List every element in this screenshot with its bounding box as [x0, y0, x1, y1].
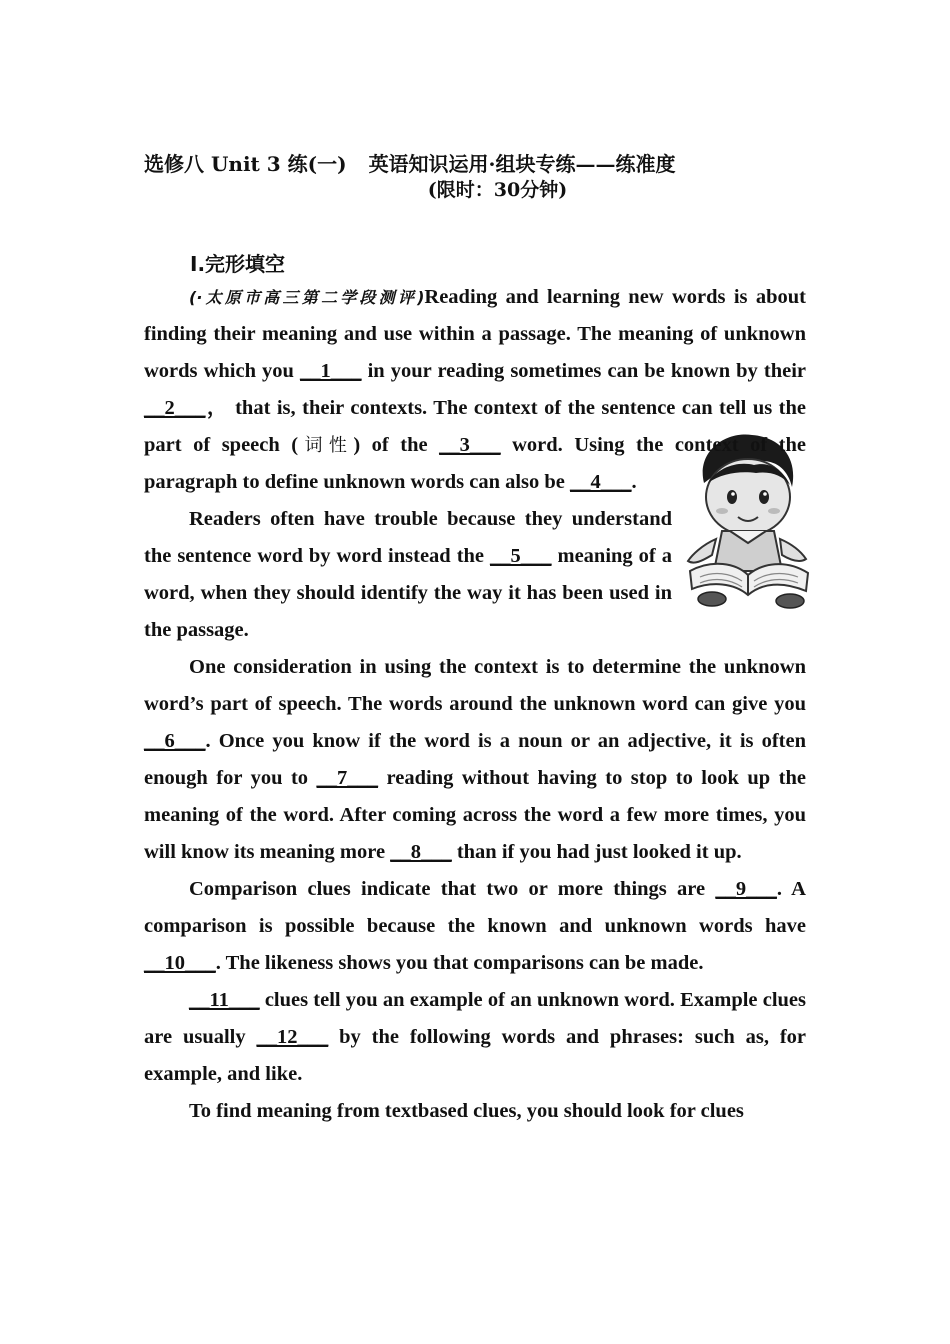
- paragraph-2: Readers often have trouble because they understand the sentence word by word instead the __5___ meaning of a word, when they should identify the way it has been used in the passage.: [144, 508, 672, 641]
- blank-1[interactable]: __1___: [300, 360, 362, 382]
- blank-3[interactable]: __3___: [439, 434, 501, 456]
- paragraph-3: One consideration in using the context is to determine the unknown word’s part of speech. The words around the unknown word can give you __6___. Once you know if the word is a noun or an adjective, it is often enough for you to __7___ reading without having to stop to look up the meaning of the word. After coming across the word a few more times, you will know its meaning more __8___ than if you had just looked it up.: [144, 656, 806, 863]
- cloze-passage: [144, 279, 806, 1130]
- blank-4[interactable]: __4___: [570, 471, 632, 493]
- illustration: [682, 431, 814, 613]
- blank-6[interactable]: __6___: [144, 730, 206, 752]
- time-limit: (限时：30分钟): [427, 179, 568, 201]
- cjk-term: 词性: [298, 435, 354, 456]
- blank-12[interactable]: __12___: [256, 1026, 329, 1048]
- blank-5[interactable]: __5___: [490, 545, 552, 567]
- paragraph-4: Comparison clues indicate that two or more things are __9___. A comparison is possible because the known and unknown words have __10___. The likeness shows you that comparisons can be made.: [144, 878, 806, 974]
- blank-2[interactable]: __2___: [144, 397, 206, 419]
- paragraph-1: (·太原市高三第二学段测评)Reading and learning new words is about finding their meaning and use within a passage. The meaning of unknown words which you __1___ in your reading sometimes can be known by their __2___， that is, their contexts. The context of the sentence can tell us the part of speech ( 词性) of the __3___ word. Using the context of the paragraph to define unknown words can also be __4___.: [144, 279, 806, 501]
- blank-11[interactable]: __11___: [189, 989, 260, 1011]
- blank-9[interactable]: __9___: [715, 878, 777, 900]
- title-sub: 英语知识运用·组块专练——练准度: [368, 152, 676, 176]
- paragraph-5: __11___ clues tell you an example of an unknown word. Example clues are usually __12___ by the following words and phrases: such as, for example, and like.: [144, 989, 806, 1085]
- blank-8[interactable]: __8___: [390, 841, 452, 863]
- boy-reading-book-icon: [682, 431, 814, 613]
- passage-source: (·太原市高三第二学段测评): [189, 288, 425, 307]
- page-title: [144, 148, 676, 177]
- title-main: 选修八 Unit 3 练(一): [144, 152, 347, 176]
- paragraph-6: To find meaning from textbased clues, you should look for clues: [189, 1100, 744, 1122]
- blank-7[interactable]: __7___: [316, 767, 379, 789]
- section-heading: Ⅰ.完形填空: [190, 252, 286, 276]
- blank-10[interactable]: __10___: [144, 952, 216, 974]
